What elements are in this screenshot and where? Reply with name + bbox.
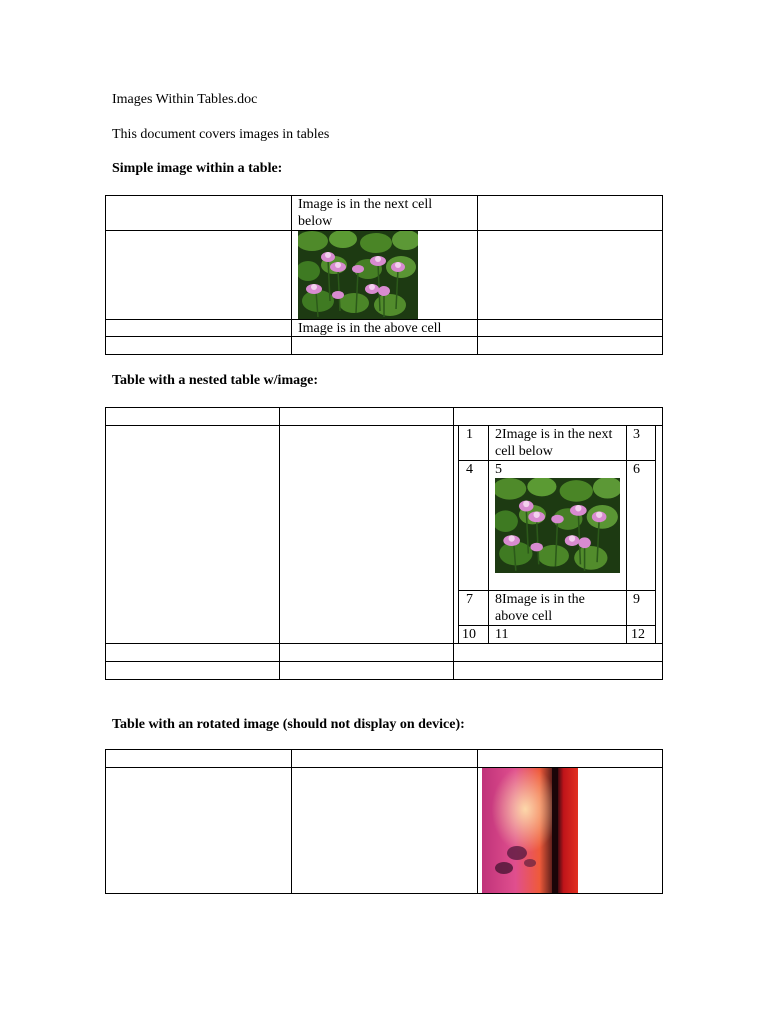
water-lily-image xyxy=(298,231,418,319)
nested-cell-6: 6 xyxy=(633,462,640,477)
nested-cell-7: 7 xyxy=(466,592,473,607)
document-filename: Images Within Tables.doc xyxy=(112,92,258,107)
section1-heading: Simple image within a table: xyxy=(112,161,283,176)
section2-heading: Table with a nested table w/image: xyxy=(112,373,318,388)
nested-cell-10: 10 xyxy=(462,627,476,642)
nested-cell-9: 9 xyxy=(633,592,640,607)
nested-cell-12: 12 xyxy=(631,627,645,642)
sunset-image xyxy=(482,768,578,893)
nested-cell-3: 3 xyxy=(633,427,640,442)
caption-above-cell: Image is in the above cell xyxy=(298,321,442,336)
nested-cell-8: 8Image is in the above cell xyxy=(495,592,585,624)
nested-cell-11: 11 xyxy=(495,627,509,642)
nested-cell-4: 4 xyxy=(466,462,473,477)
document-intro: This document covers images in tables xyxy=(112,127,330,142)
nested-cell-1: 1 xyxy=(466,427,473,442)
nested-cell-5: 5 xyxy=(495,462,502,477)
nested-cell-2: 2Image is in the next cell below xyxy=(495,427,613,459)
caption-next-cell-below: Image is in the next cell below xyxy=(298,197,433,229)
water-lily-image xyxy=(495,478,620,573)
section3-heading: Table with an rotated image (should not display on device): xyxy=(112,717,465,732)
